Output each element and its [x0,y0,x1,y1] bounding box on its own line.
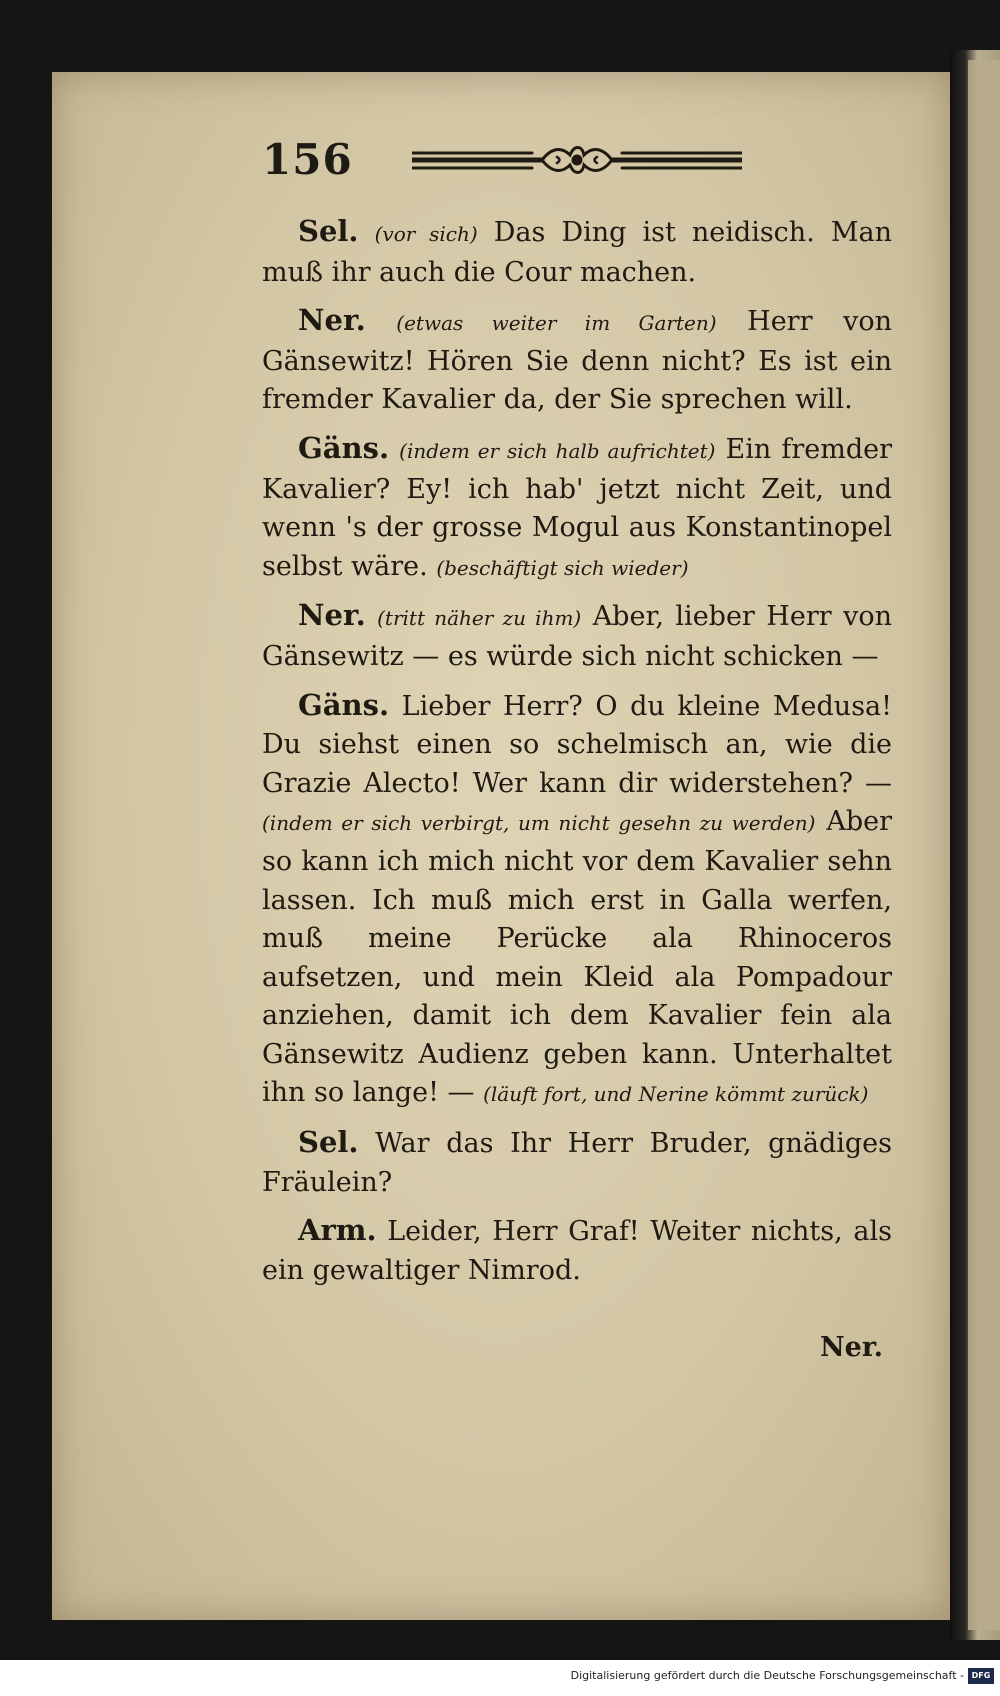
dialogue-paragraph [262,1123,892,1202]
dialogue-text: Ein fremder Kavalier? Ey! ich hab' jetzt nicht Zeit, und wenn 's der grosse Mogul aus Konstantinopel selbst wäre. [262,433,892,582]
stage-direction: (etwas weiter im Garten) [396,311,717,336]
dialogue-text: Herr von Gänsewitz! Hören Sie denn nicht? Es ist ein fremder Kavalier da, der Sie sprechen will. [262,306,892,416]
footer-credit: Digitalisierung gefördert durch die Deutsche Forschungsgemeinschaft - [570,1669,964,1682]
dialogue-text: Das Ding ist neidisch. Man muß ihr auch die Cour machen. [262,217,892,288]
dialogue-text: War das Ihr Herr Bruder, gnädiges Fräulein? [262,1128,892,1198]
catchword: Ner. [820,1332,884,1363]
digitization-footer [0,1660,1000,1696]
stage-direction: (beschäftigt sich wieder) [436,555,689,580]
dialogue-text: Aber so kann ich mich nicht vor dem Kavalier sehn lassen. Ich muß mich erst in Galla werfen, muß meine Perücke ala Rhinoceros aufsetzen, und mein Kleid ala Pompadour anziehen, damit ich dem Kavalier fein ala Gänsewitz Audienz geben kann. Unterhaltet ihn so lange! — [262,806,892,1109]
dialogue-paragraph [262,1211,892,1290]
stage-direction: (indem er sich verbirgt, um nicht gesehn zu werden) [262,811,816,836]
dfg-logo-icon: DFG [968,1668,994,1684]
play-text [262,212,892,1299]
facing-page-edge [968,60,1000,1630]
dialogue-paragraph [262,301,892,420]
dialogue-text: Aber, lieber Herr von Gänsewitz — es würde sich nicht schicken — [262,601,892,672]
speaker-name: Sel. [298,1125,359,1160]
dialogue-paragraph [262,429,892,587]
speaker-name: Ner. [298,303,366,338]
dialogue-text: Lieber Herr? O du kleine Medusa! Du siehst einen so schelmisch an, wie die Grazie Alecto! Wer kann dir widerstehen? — [262,690,892,799]
speaker-name: Gäns. [298,687,390,722]
dialogue-paragraph [262,212,892,292]
dialogue-paragraph [262,686,892,1115]
page-header [262,135,882,195]
ornament-rule-icon [412,143,742,179]
speaker-name: Ner. [298,598,366,633]
dialogue-paragraph [262,596,892,676]
page-number: 156 [262,135,353,184]
speaker-name: Arm. [298,1213,377,1248]
stage-direction: (indem er sich halb aufrichtet) [399,438,716,463]
speaker-name: Gäns. [298,430,390,465]
stage-direction: (läuft fort, und Nerine kömmt zurück) [483,1082,869,1107]
dialogue-text: Leider, Herr Graf! Weiter nichts, als ein gewaltiger Nimrod. [262,1216,892,1286]
stage-direction: (vor sich) [374,222,478,246]
speaker-name: Sel. [298,214,359,248]
stage-direction: (tritt näher zu ihm) [377,606,582,631]
